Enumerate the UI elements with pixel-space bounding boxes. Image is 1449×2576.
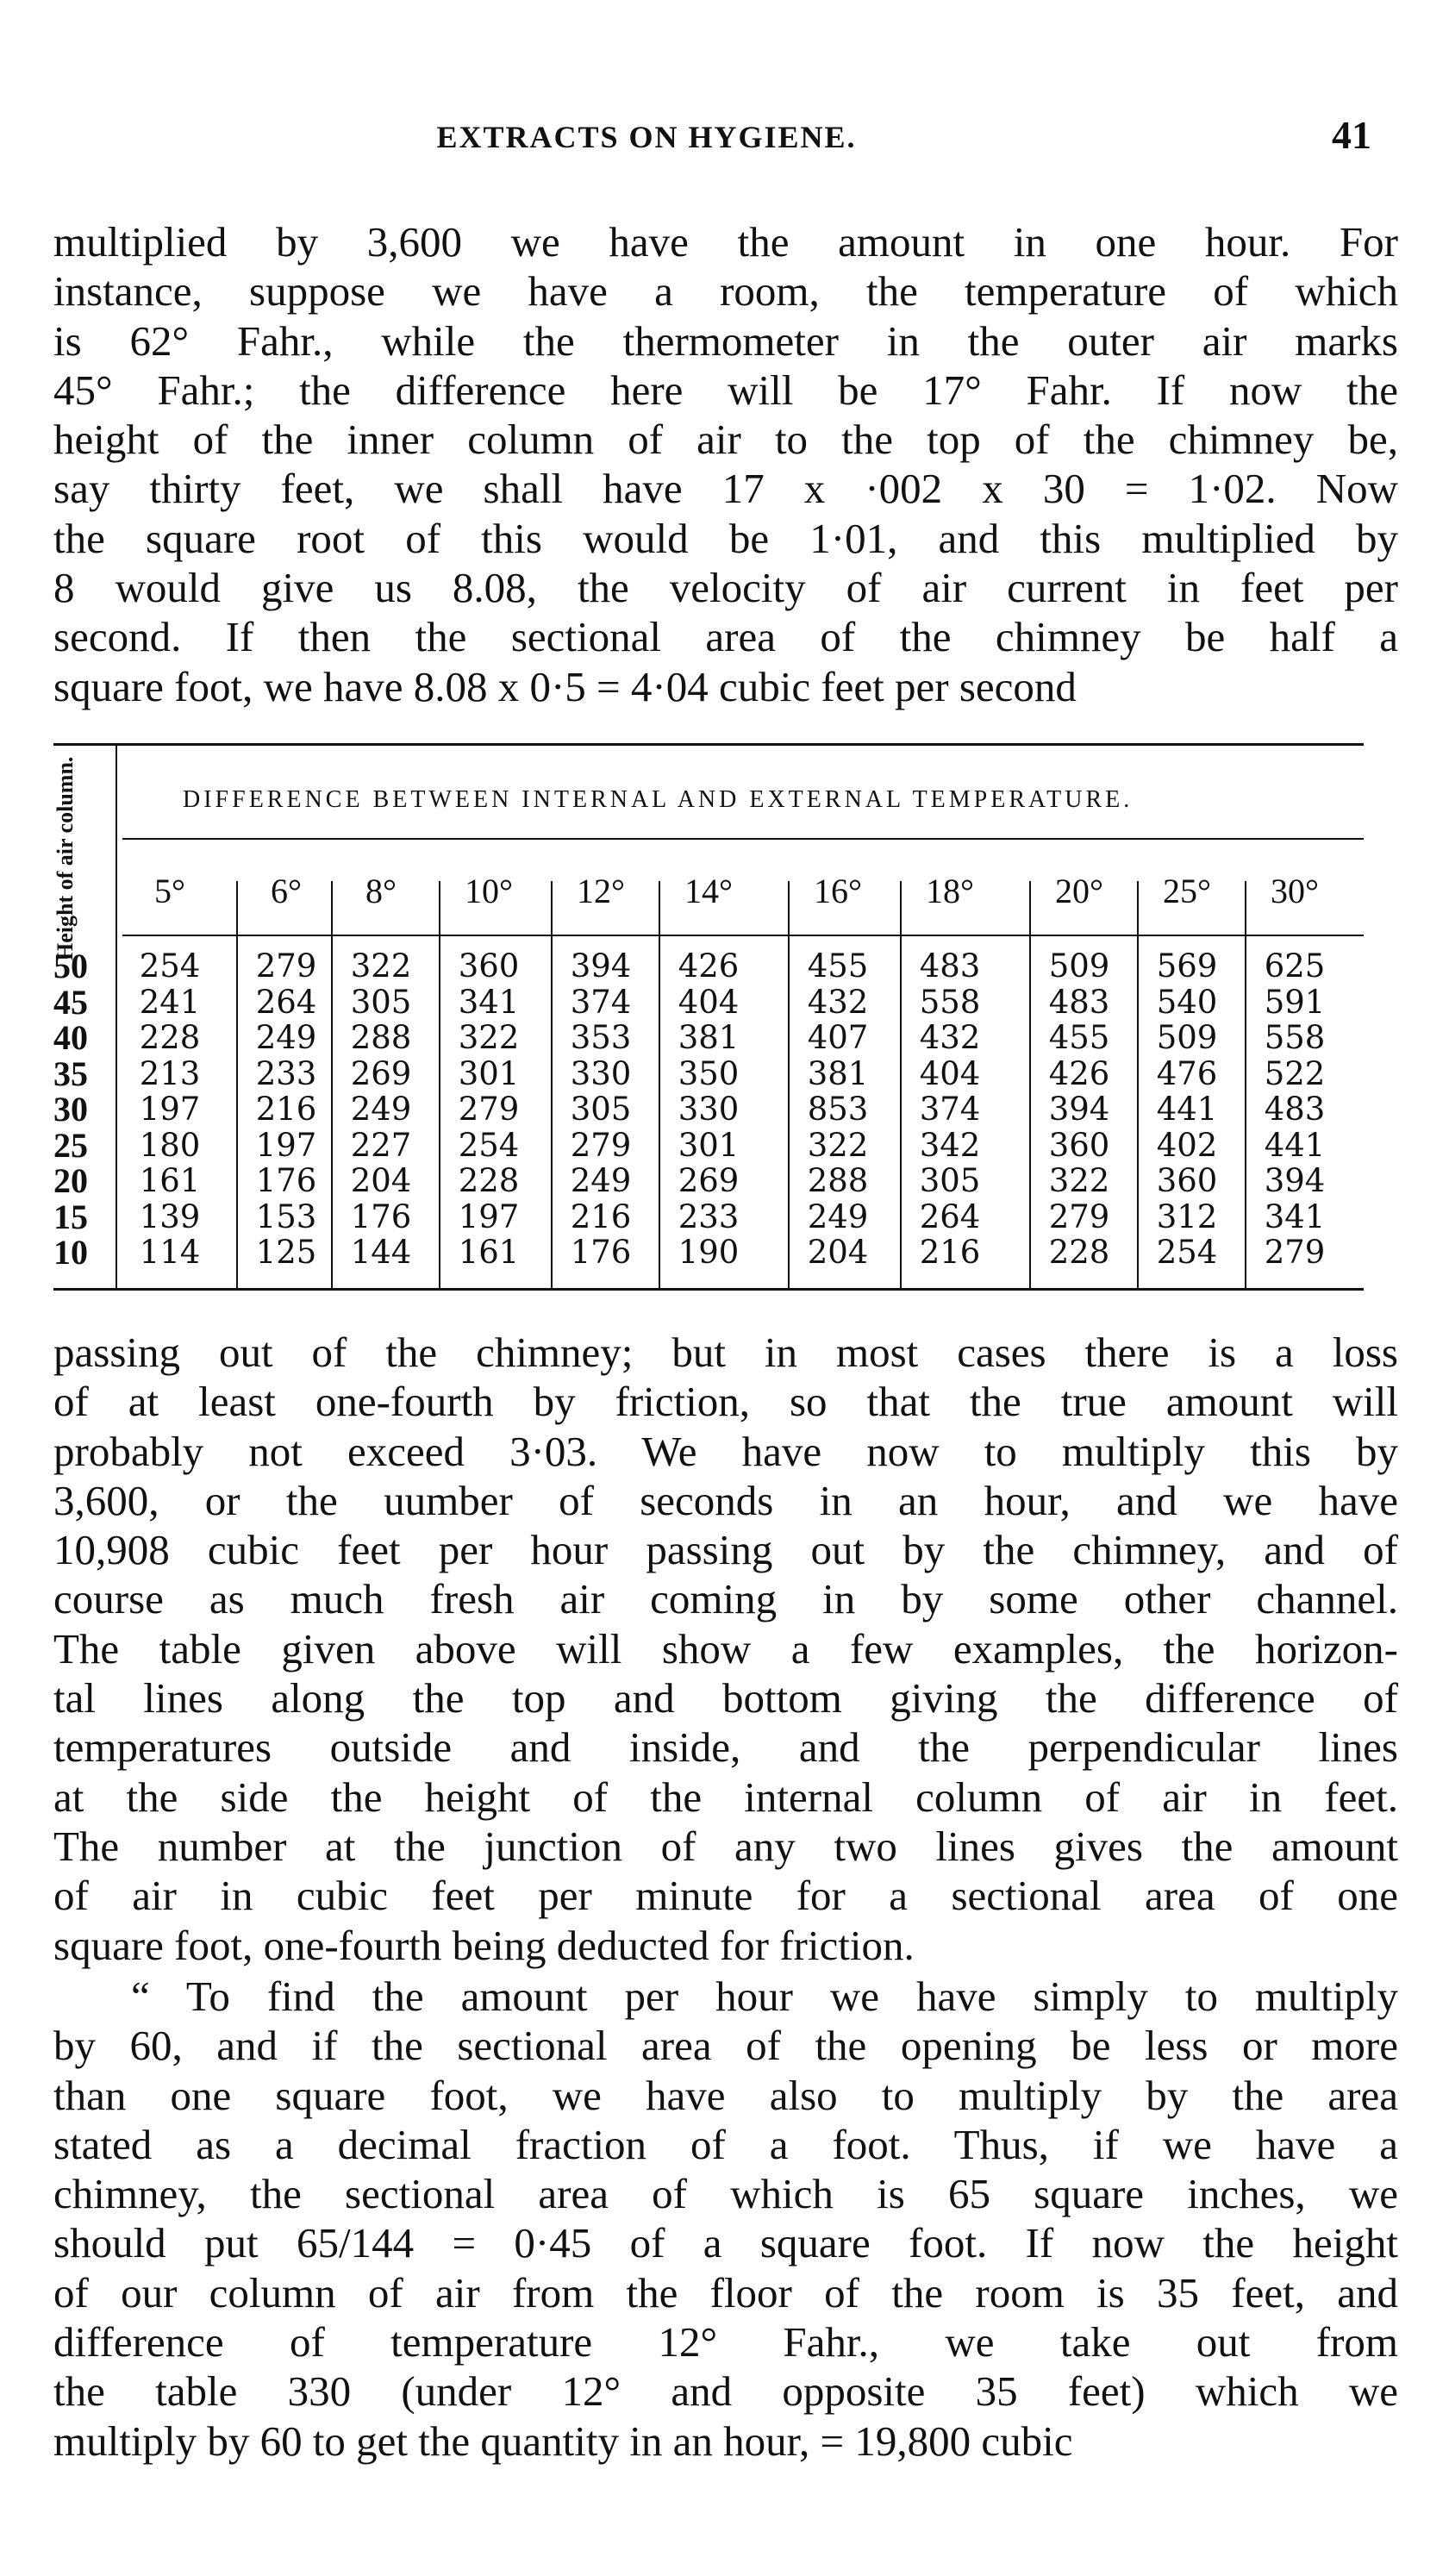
text-line: tal lines along the top and bottom giving the difference of [53, 1674, 1398, 1723]
table-cell: 341 [458, 983, 520, 1021]
table-cell: 279 [1264, 1234, 1326, 1271]
text-line: The table given above will show a few examples, the horizon- [53, 1624, 1398, 1673]
table-cell: 269 [350, 1054, 412, 1092]
text-line: The number at the junction of any two lines gives the amount [53, 1822, 1398, 1870]
table-cell: 350 [678, 1054, 740, 1092]
table-cell: 114 [139, 1234, 201, 1271]
height-label: 50 [53, 947, 88, 985]
table-cell: 483 [919, 947, 981, 985]
text-line: 45° Fahr.; the difference here will be 17° Fahr. If now the [53, 366, 1398, 414]
table-cell: 249 [807, 1197, 869, 1235]
table-cell: 404 [919, 1054, 981, 1092]
table-cell: 249 [255, 1019, 317, 1056]
text-line: square foot, we have 8.08 x 0·5 = 4·04 cubic feet per second [53, 662, 1077, 710]
text-line: by 60, and if the sectional area of the opening be less or more [53, 2022, 1398, 2070]
text-line: 10,908 cubic feet per hour passing out by the chimney, and of [53, 1526, 1398, 1574]
table-cell: 264 [255, 983, 317, 1021]
text-line: chimney, the sectional area of which is 65 square inches, we [53, 2170, 1398, 2218]
table-cell: 305 [350, 983, 412, 1021]
table-cell: 213 [139, 1054, 201, 1092]
table-cell: 288 [807, 1162, 869, 1199]
table-cell: 190 [678, 1234, 740, 1271]
temperature-header: 5° [154, 872, 185, 910]
text-line: course as much fresh air coming in by some other channel. [53, 1575, 1398, 1623]
text-line: stated as a decimal fraction of a foot. Thus, if we have a [53, 2120, 1398, 2168]
temperature-header: 20° [1055, 872, 1103, 910]
temperature-header: 18° [926, 872, 974, 910]
temperature-header: 30° [1271, 872, 1319, 910]
text-line: difference of temperature 12° Fahr., we take out from [53, 2318, 1398, 2367]
text-line: at the side the height of the internal column of air in feet. [53, 1773, 1398, 1821]
table-cell: 569 [1156, 947, 1218, 985]
text-line: 3,600, or the uumber of seconds in an hour, and we have [53, 1476, 1398, 1524]
temperature-header: 6° [271, 872, 302, 910]
page-number: 41 [1332, 113, 1371, 157]
table-cell: 249 [350, 1091, 412, 1128]
table-column-rule [116, 743, 117, 1288]
table-cell: 558 [1264, 1019, 1326, 1056]
table-cell: 279 [255, 947, 317, 985]
text-line: probably not exceed 3·03. We have now to multiply this by [53, 1427, 1398, 1475]
temperature-header: 8° [365, 872, 397, 910]
table-cell: 407 [807, 1019, 869, 1056]
table-cell: 216 [570, 1197, 632, 1235]
height-label: 45 [53, 982, 88, 1022]
text-line: multiplied by 3,600 we have the amount in one hour. For [53, 218, 1398, 266]
table-cell: 176 [570, 1234, 632, 1271]
table-cell: 216 [919, 1234, 981, 1271]
height-label: 40 [53, 1018, 88, 1057]
table-cell: 432 [919, 1019, 981, 1056]
table-cell: 254 [458, 1126, 520, 1164]
table-cell: 254 [139, 947, 201, 985]
table-cell: 125 [255, 1234, 317, 1271]
table-cell: 432 [807, 983, 869, 1021]
height-label: 35 [53, 1054, 88, 1093]
paragraph-2 [53, 1328, 1398, 1970]
text-line: 8 would give us 8.08, the velocity of air current in feet per [53, 564, 1398, 612]
text-line: of our column of air from the floor of the room is 35 feet, and [53, 2268, 1398, 2317]
text-line: say thirty feet, we shall have 17 x ·002 x 30 = 1·02. Now [53, 465, 1398, 513]
table-cell: 305 [570, 1091, 632, 1128]
text-line: instance, suppose we have a room, the temperature of which [53, 267, 1398, 316]
table-cell: 625 [1264, 947, 1326, 985]
table-cell: 305 [919, 1162, 981, 1199]
temperature-header: 16° [814, 872, 862, 910]
table-cell: 441 [1264, 1126, 1326, 1164]
text-line: temperatures outside and inside, and the perpendicular lines [53, 1723, 1398, 1772]
table-cell: 233 [678, 1197, 740, 1235]
table-rule [122, 838, 1364, 840]
table-cell: 394 [570, 947, 632, 985]
table-cell: 322 [807, 1126, 869, 1164]
table-cell: 176 [255, 1162, 317, 1199]
table-cell: 176 [350, 1197, 412, 1235]
table-cell: 374 [570, 983, 632, 1021]
table-cell: 426 [1048, 1054, 1110, 1092]
temperature-header: 14° [684, 872, 733, 910]
temperature-header: 12° [577, 872, 625, 910]
table-cell: 254 [1156, 1234, 1218, 1271]
table-cell: 279 [570, 1126, 632, 1164]
table-cell: 330 [570, 1054, 632, 1092]
table-rule [122, 935, 1364, 936]
table-cell: 522 [1264, 1054, 1326, 1092]
table-cell: 241 [139, 983, 201, 1021]
table-cell: 301 [458, 1054, 520, 1092]
table-cell: 228 [139, 1019, 201, 1056]
table-cell: 197 [139, 1091, 201, 1128]
table-cell: 426 [678, 947, 740, 985]
table-cell: 204 [807, 1234, 869, 1271]
table-cell: 322 [458, 1019, 520, 1056]
table-cell: 288 [350, 1019, 412, 1056]
table-cell: 591 [1264, 983, 1326, 1021]
table-cell: 360 [1156, 1162, 1218, 1199]
ventilation-table [53, 743, 1364, 1295]
text-line: height of the inner column of air to the top of the chimney be, [53, 416, 1398, 464]
table-cell: 476 [1156, 1054, 1218, 1092]
table-cell: 279 [1048, 1197, 1110, 1235]
running-title: EXTRACTS ON HYGIENE. [436, 120, 857, 154]
table-cell: 853 [807, 1091, 869, 1128]
table-cell: 161 [458, 1234, 520, 1271]
table-cell: 228 [458, 1162, 520, 1199]
table-cell: 540 [1156, 983, 1218, 1021]
table-cell: 483 [1264, 1091, 1326, 1128]
table-cell: 161 [139, 1162, 201, 1199]
table-cell: 180 [139, 1126, 201, 1164]
table-cell: 483 [1048, 983, 1110, 1021]
table-cell: 330 [678, 1091, 740, 1128]
table-side-label: Height of air column. [53, 756, 78, 961]
table-cell: 341 [1264, 1197, 1326, 1235]
table-rule [53, 743, 1364, 746]
table-cell: 360 [1048, 1126, 1110, 1164]
table-cell: 509 [1048, 947, 1110, 985]
table-cell: 228 [1048, 1234, 1110, 1271]
height-label: 10 [53, 1233, 88, 1272]
table-cell: 139 [139, 1197, 201, 1235]
text-line: of at least one-fourth by friction, so that the true amount will [53, 1378, 1398, 1426]
text-line: square foot, one-fourth being deducted for friction. [53, 1921, 915, 1969]
table-cell: 509 [1156, 1019, 1218, 1056]
table-cell: 360 [458, 947, 520, 985]
table-cell: 455 [1048, 1019, 1110, 1056]
text-line: should put 65/144 = 0·45 of a square foot. If now the height [53, 2219, 1398, 2267]
table-cell: 322 [1048, 1162, 1110, 1199]
table-cell: 374 [919, 1091, 981, 1128]
table-cell: 197 [458, 1197, 520, 1235]
text-line: second. If then the sectional area of the chimney be half a [53, 613, 1398, 661]
table-cell: 322 [350, 947, 412, 985]
table-cell: 279 [458, 1091, 520, 1128]
table-cell: 402 [1156, 1126, 1218, 1164]
table-cell: 227 [350, 1126, 412, 1164]
height-label: 25 [53, 1125, 88, 1165]
table-caption: DIFFERENCE BETWEEN INTERNAL AND EXTERNAL TEMPERATURE. [183, 786, 1134, 813]
text-line: passing out of the chimney; but in most cases there is a loss [53, 1329, 1398, 1376]
height-label: 15 [53, 1197, 88, 1236]
text-line: of air in cubic feet per minute for a sectional area of one [53, 1872, 1398, 1920]
text-line: the square root of this would be 1·01, and this multiplied by [53, 514, 1398, 562]
table-cell: 312 [1156, 1197, 1218, 1235]
table-cell: 404 [678, 983, 740, 1021]
paragraph-3 [53, 1972, 1398, 2466]
text-line: than one square foot, we have also to multiply by the area [53, 2071, 1398, 2119]
table-cell: 233 [255, 1054, 317, 1092]
table-cell: 204 [350, 1162, 412, 1199]
table-cell: 197 [255, 1126, 317, 1164]
page-header [0, 112, 1449, 164]
table-cell: 269 [678, 1162, 740, 1199]
table-cell: 264 [919, 1197, 981, 1235]
text-line: multiply by 60 to get the quantity in an hour, = 19,800 cubic [53, 2417, 1073, 2465]
temperature-header: 25° [1163, 872, 1211, 910]
table-cell: 216 [255, 1091, 317, 1128]
table-cell: 441 [1156, 1091, 1218, 1128]
table-cell: 558 [919, 983, 981, 1021]
text-line: is 62° Fahr., while the thermometer in the outer air marks [53, 316, 1398, 365]
height-label: 20 [53, 1161, 88, 1200]
table-cell: 394 [1264, 1162, 1326, 1199]
table-cell: 394 [1048, 1091, 1110, 1128]
table-cell: 381 [678, 1019, 740, 1056]
table-cell: 153 [255, 1197, 317, 1235]
paragraph-1 [53, 217, 1398, 711]
text-line: the table 330 (under 12° and opposite 35 feet) which we [53, 2367, 1398, 2416]
table-cell: 301 [678, 1126, 740, 1164]
text-line: “ To find the amount per hour we have simply to multiply [131, 1973, 1398, 2020]
table-cell: 381 [807, 1054, 869, 1092]
table-cell: 342 [919, 1126, 981, 1164]
table-cell: 144 [350, 1234, 412, 1271]
height-label: 30 [53, 1090, 88, 1129]
table-cell: 455 [807, 947, 869, 985]
table-rule [53, 1288, 1364, 1291]
table-cell: 353 [570, 1019, 632, 1056]
temperature-header: 10° [465, 872, 513, 910]
table-cell: 249 [570, 1162, 632, 1199]
